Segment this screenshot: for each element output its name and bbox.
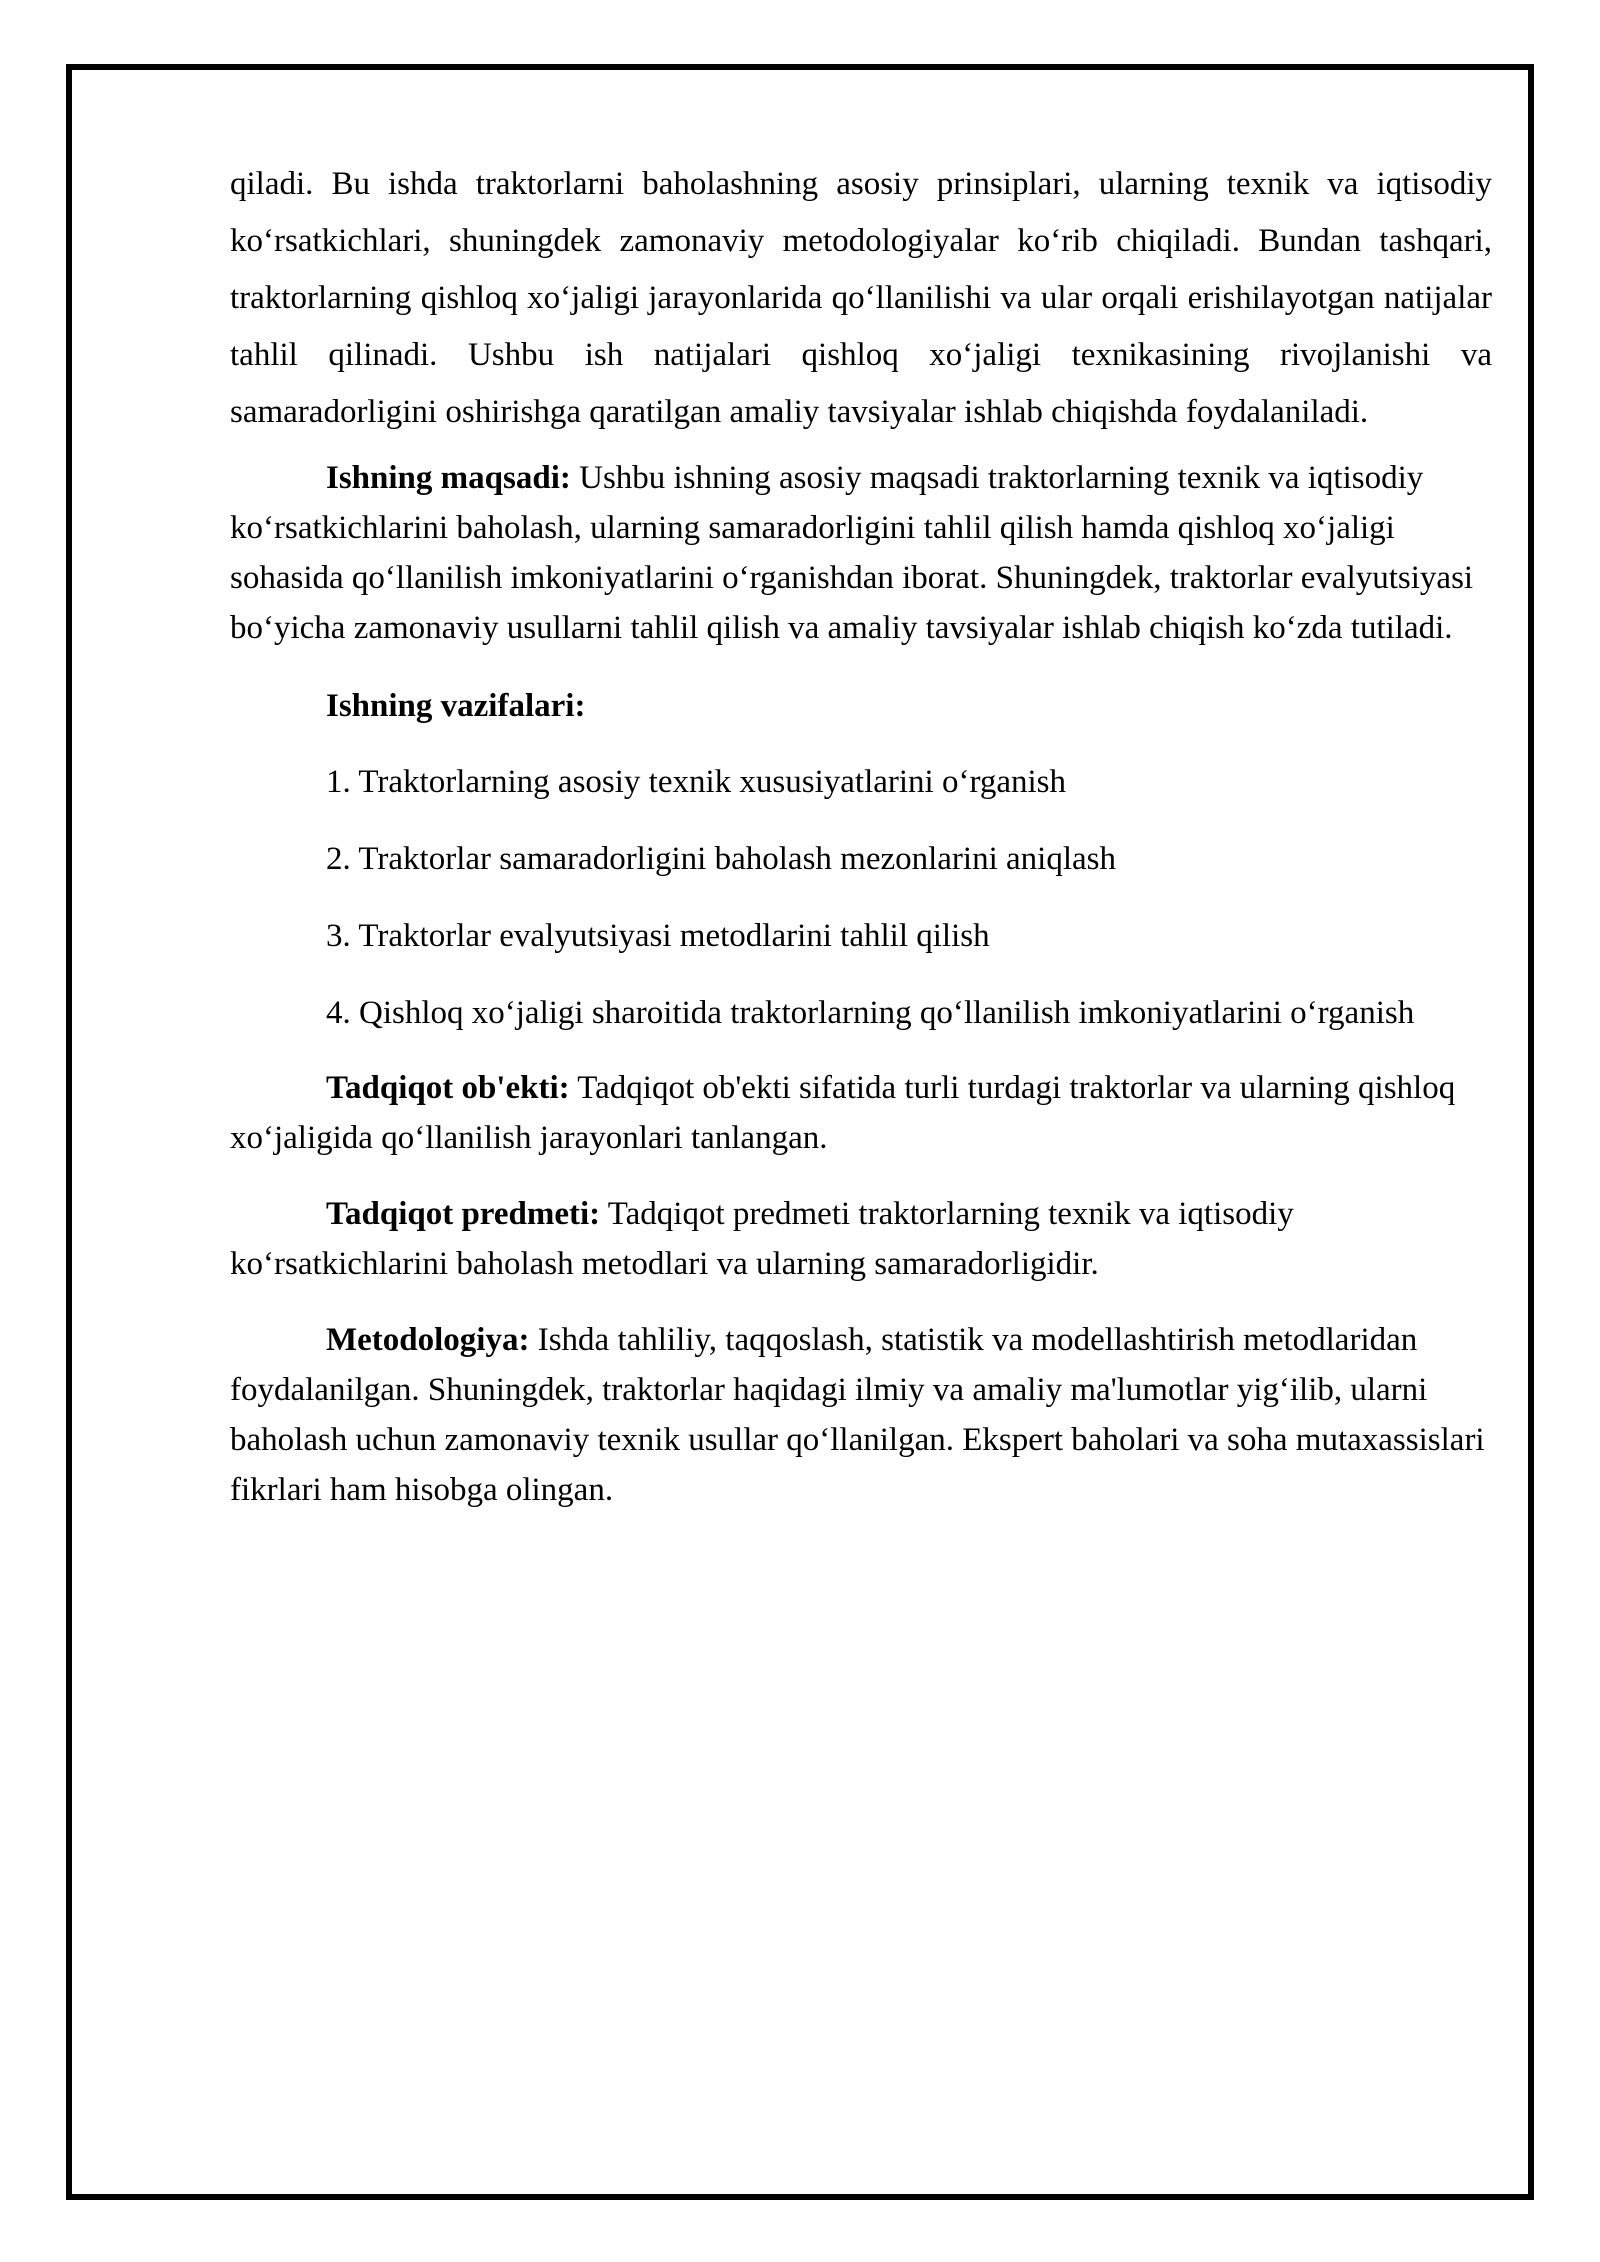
task-item-1: 1. Traktorlarning asosiy texnik xususiyatlarini o‘rganish: [326, 764, 1067, 800]
predmet-text: Tadqiqot predmeti traktorlarning texnik va iqtisodiy ko‘rsatkichlarini baholash metodlari va ularning samaradorligidir.: [230, 1196, 1294, 1282]
predmet-label: Tadqiqot predmeti:: [326, 1196, 601, 1232]
obekt-paragraph: [230, 1063, 1492, 1163]
intro-paragraph: qiladi. Bu ishda traktorlarni baholashning asosiy prinsiplari, ularning texnik va iqtisodiy ko‘rsatkichlari, shuningdek zamonaviy metodologiyalar ko‘rib chiqiladi. Bundan tashqari, traktorlarning qishloq xo‘jaligi jarayonlarida qo‘llanilishi va ular orqali erishilayotgan natijalar tahlil qilinadi. Ushbu ish natijalari qishloq xo‘jaligi texnikasining rivojlanishi va samaradorligini oshirishga qaratilgan amaliy tavsiyalar ishlab chiqishda foydalaniladi.: [230, 166, 1492, 430]
predmet-paragraph: [230, 1189, 1492, 1289]
task-item-3: 3. Traktorlar evalyutsiyasi metodlarini tahlil qilish: [326, 918, 990, 954]
task-item-4: 4. Qishloq xo‘jaligi sharoitida traktorlarning qo‘llanilish imkoniyatlarini o‘rganish: [326, 995, 1415, 1031]
metodologiya-label: Metodologiya:: [326, 1322, 530, 1358]
document-body: [230, 156, 1492, 1515]
obekt-label: Tadqiqot ob'ekti:: [326, 1070, 570, 1106]
maqsad-text: Ushbu ishning asosiy maqsadi traktorlarning texnik va iqtisodiy ko‘rsatkichlarini baholash, ularning samaradorligini tahlil qilish hamda qishloq xo‘jaligi sohasida qo‘llanilish imkoniyatlarini o‘rganishdan iborat. Shuningdek, traktorlar evalyutsiyasi bo‘yicha zamonaviy usullarni tahlil qilish va amaliy tavsiyalar ishlab chiqish ko‘zda tutiladi.: [230, 460, 1474, 646]
task-item-2: 2. Traktorlar samaradorligini baholash mezonlarini aniqlash: [326, 841, 1116, 877]
obekt-text: Tadqiqot ob'ekti sifatida turli turdagi traktorlar va ularning qishloq xo‘jaligida qo‘llanilish jarayonlari tanlangan.: [230, 1070, 1456, 1156]
vazifalar-heading: Ishning vazifalari:: [326, 688, 586, 724]
maqsad-paragraph: [230, 453, 1492, 653]
maqsad-label: Ishning maqsadi:: [326, 460, 571, 496]
metodologiya-paragraph: [230, 1315, 1492, 1515]
metodologiya-text: Ishda tahliliy, taqqoslash, statistik va modellashtirish metodlaridan foydalanilgan. Shuningdek, traktorlar haqidagi ilmiy va amaliy ma'lumotlar yig‘ilib, ularni baholash uchun zamonaviy texnik usullar qo‘llanilgan. Ekspert baholari va soha mutaxassislari fikrlari ham hisobga olingan.: [230, 1322, 1485, 1508]
